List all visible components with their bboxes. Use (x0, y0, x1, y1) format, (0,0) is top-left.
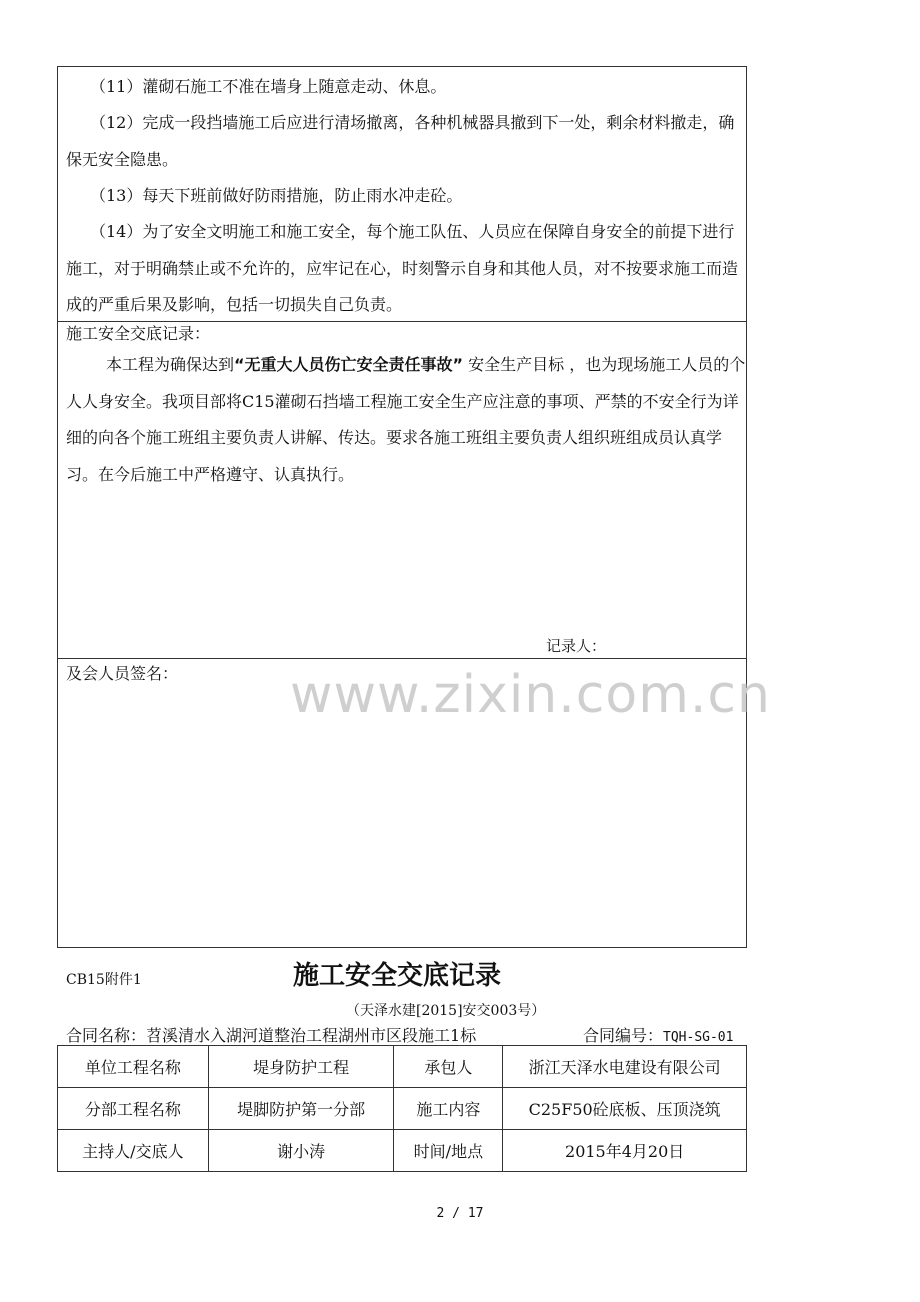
contract-name-label: 合同名称： (66, 1026, 147, 1045)
table-cell: 堤脚防护第一分部 (208, 1088, 394, 1130)
recorder-label: 记录人： (546, 637, 607, 655)
page-number: 2 / 17 (436, 1206, 484, 1221)
record-text-before: 本工程为确保达到 (106, 355, 235, 374)
table-row (58, 1046, 747, 1088)
clause-14: （14）为了安全文明施工和施工安全，每个施工队伍、人员应在保障自身安全的前提下进行施工，对于明确禁止或不允许的，应牢记在心，时刻警示自身和其他人员，对不按要求施工而造成的严重后果及影响，包括一切损失自己负责。 (66, 222, 739, 314)
record-bold-goal: “无重大人员伤亡安全责任事故” (234, 355, 464, 374)
contract-no-value: TQH-SG-01 (663, 1030, 734, 1045)
table-cell: 时间/地点 (394, 1130, 503, 1172)
table-cell: 承包人 (394, 1046, 503, 1088)
contract-name-value: 苕溪清水入湖河道整治工程湖州市区段施工1标 (146, 1026, 477, 1045)
table-cell: 分部工程名称 (58, 1088, 209, 1130)
form-subtitle: （天泽水建[2015]安交003号） (346, 1003, 546, 1019)
record-text (66, 347, 746, 493)
contract-name (66, 1023, 476, 1046)
table-cell: 主持人/交底人 (58, 1130, 209, 1172)
table-cell: 浙江天泽水电建设有限公司 (503, 1046, 747, 1088)
clause-13: （13）每天下班前做好防雨措施，防止雨水冲走砼。 (90, 186, 463, 205)
record-heading: 施工安全交底记录： (66, 324, 211, 343)
table-row (58, 1088, 747, 1130)
table-cell: 施工内容 (394, 1088, 503, 1130)
form-title: 施工安全交底记录 (293, 961, 502, 991)
clause-12: （12）完成一段挡墙施工后应进行清场撤离，各种机械器具撤到下一处，剩余材料撤走，确保无安全隐患。 (66, 113, 735, 169)
table-cell: 堤身防护工程 (208, 1046, 394, 1088)
safety-clauses-box (57, 66, 771, 948)
table-cell: 谢小涛 (208, 1130, 394, 1172)
record-text-after: 安全生产目标 ，也为现场施工人员的个人人身安全。我项目部将C15灌砌石挡墙工程施工安全生产应注意的事项、严禁的不安全行为详细的向各个施工班组主要负责人讲解、传达。要求各施工班组主要负责人组织班组成员认真学习。在今后施工中严格遵守、认真执行。 (66, 355, 746, 484)
clause-11: （11）灌砌石施工不准在墙身上随意走动、休息。 (90, 77, 447, 96)
table-cell: 单位工程名称 (58, 1046, 209, 1088)
info-table (57, 1045, 747, 1172)
attendees-label: 及会人员签名： (66, 664, 179, 683)
contract-no (583, 1023, 733, 1046)
watermark: www.zixin.com.cn (290, 665, 771, 725)
table-cell: 2015年4月20日 (503, 1130, 747, 1172)
contract-no-label: 合同编号： (583, 1026, 664, 1045)
table-cell: C25F50砼底板、压顶浇筑 (503, 1088, 747, 1130)
table-row (58, 1130, 747, 1172)
divider (58, 658, 746, 659)
appendix-label: CB15附件1 (66, 972, 142, 988)
